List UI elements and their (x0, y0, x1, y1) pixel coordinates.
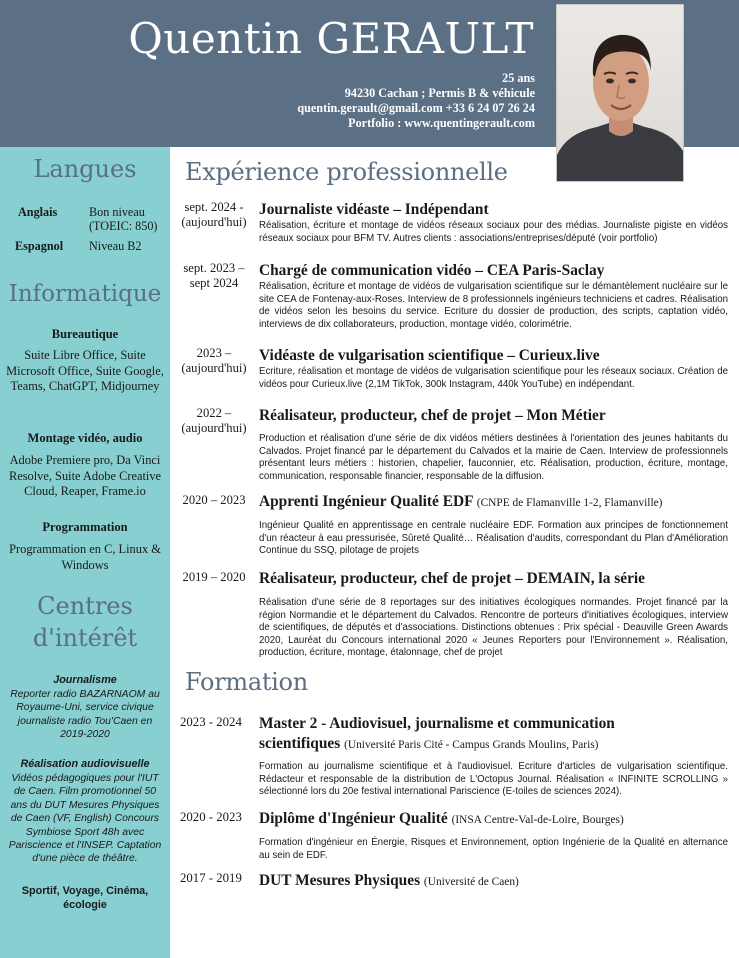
experience-date: sept. 2024 - (aujourd'hui) (181, 200, 247, 229)
language-name: Espagnol (15, 239, 64, 253)
education-degree-line2: scientifiques (259, 735, 341, 752)
journalism-title: Journalisme (53, 674, 117, 686)
portfolio-link[interactable]: Portfolio : www.quentingerault.com (348, 116, 535, 130)
experience-date: 2019 – 2020 (182, 570, 246, 584)
contact-block (297, 71, 535, 131)
audiovisual-title: Réalisation audiovisuelle (20, 758, 150, 770)
experience-desc: Ecriture, réalisation et montage de vidéos de vulgarisation scientifique pour les réseaux sociaux. Création de vidéos pour Curieux.live (2,1M TikTok, 300k Instagram, 440k YouTube) en indépendant. (259, 366, 728, 390)
experience-role: Journaliste vidéaste – Indépendant (259, 201, 489, 218)
video-title: Montage vidéo, audio (27, 431, 143, 445)
experience-desc: Réalisation, écriture et montage de vidéos réseaux sociaux pour des médias. Journaliste pigiste en vidéos réseaux sociaux pour BFM TV. Autres clients : associations/entreprises/député (voir portfolio) (259, 220, 728, 244)
experience-role: Réalisateur, producteur, chef de projet – DEMAIN, la série (259, 570, 646, 587)
education-title: Formation (185, 668, 308, 696)
experience-title: Expérience professionnelle (185, 158, 508, 186)
profile-photo (556, 4, 684, 182)
interests-title-2: d'intérêt (32, 624, 138, 652)
education-degree: Master 2 - Audiovisuel, journalisme et communication (259, 715, 615, 732)
hobbies: Sportif, Voyage, Cinéma, écologie (21, 885, 149, 911)
experience-role-title: Apprenti Ingénieur Qualité EDF (259, 493, 473, 510)
experience-desc: Production et réalisation d'une série de dix vidéos métiers destinées à l'orientation des jeunes habitants du Calvados. Projet financé par le département du Calvados et la mairie de Caen. Interview de professionnels présentant leurs métiers : historien, chapelier, fauconnier, etc. Réalisation, production, écriture, montage, communication, responsable financier, responsable de la diffusion. (259, 433, 728, 482)
experience-role: Réalisateur, producteur, chef de projet – Mon Métier (259, 407, 606, 424)
education-date: 2023 - 2024 (180, 715, 242, 729)
education-degree-cont (259, 735, 598, 753)
education-date: 2017 - 2019 (180, 871, 242, 885)
education-degree (259, 872, 519, 890)
education-desc: Formation d'ingénieur en Énergie, Risques et Environnement, option Ingénierie de la Qualité en alternance au sein de EDF. (259, 837, 728, 861)
video-text: Adobe Premiere pro, Da Vinci Resolve, Suite Adobe Creative Cloud, Reaper, Frame.io (8, 453, 162, 498)
audiovisual-text: Vidéos pédagogiques pour l'IUT de Caen. Film promotionnel 50 ans du DUT Mesures Physiques de Caen (VF, English) Concours Symbiose Sport 48h avec Pariscience et l'INSEP. Captation d'une pièce de théâtre. (8, 773, 162, 865)
experience-date: 2020 – 2023 (182, 493, 246, 507)
education-degree-title: Diplôme d'Ingénieur Qualité (259, 810, 448, 827)
languages-title: Langues (33, 155, 137, 183)
experience-role: Vidéaste de vulgarisation scientifique – Curieux.live (259, 347, 600, 364)
education-school: (INSA Centre-Val-de-Loire, Bourges) (451, 814, 624, 826)
education-school: (Université de Caen) (423, 876, 519, 888)
person-name: Quentin GERAULT (128, 14, 534, 63)
journalism-text: Reporter radio BAZARNAOM au Royaume-Uni, service civique journaliste radio Tou'Caen en 2019-2020 (10, 689, 160, 741)
education-degree-title: DUT Mesures Physiques (259, 872, 421, 889)
experience-desc: Réalisation, écriture et montage de vidéos de vulgarisation scientifique sur le démantèlement nucléaire sur le site CEA de Fontenay-aux-Roses. Interview de 8 professionnels ingénieurs techniciens et cadres. Réalisation de vidéos selon les besoins du service. Ecriture du dossier de production, des scripts, captation vidéo, interviews de dix collaborateurs, production, montage vidéo, colorimétrie. (259, 281, 728, 330)
it-title: Informatique (8, 281, 162, 307)
experience-date: 2022 – (aujourd'hui) (181, 406, 247, 435)
language-level: Niveau B2 (89, 239, 142, 253)
experience-org: (CNPE de Flamanville 1-2, Flamanville) (476, 497, 663, 509)
language-level: Bon niveau (TOEIC: 850) (89, 205, 158, 233)
experience-date: sept. 2023 – sept 2024 (183, 261, 245, 290)
experience-role (259, 493, 662, 511)
programming-text: Programmation en C, Linux & Windows (9, 542, 161, 572)
education-degree (259, 810, 624, 828)
experience-desc: Ingénieur Qualité en apprentissage en centrale nucléaire EDF. Formation aux principes de fonctionnement d'un réacteur à eau pressurisée, Sûreté Qualité… Réalisation d'audits, correspondant du Plan d'Amélioration Continue du SSQ, pilotage de projets (259, 520, 728, 557)
education-school: (Université Paris Cité - Campus Grands Moulins, Paris) (344, 739, 599, 751)
language-row (15, 239, 63, 253)
email-phone: quentin.gerault@gmail.com +33 6 24 07 26 24 (297, 101, 535, 115)
language-name: Anglais (18, 205, 58, 219)
experience-desc: Réalisation d'une série de 8 reportages sur des initiatives écologiques normandes. Projet financé par la région Normandie et le département du Calvados. Rencontre de porteurs d'initiatives écologiques, interview de scientifiques, de députés et d'associations. Distinctions obtenues : Prix spécial - Deauville Green Awards 2020, Lauréat du Concours international 2020 « Jeunes Reporters pour l'Environnement ». Réalisation, production, écriture, montage, étalonnage, chef de projet (259, 597, 728, 659)
sidebar (0, 147, 170, 958)
education-date: 2020 - 2023 (180, 810, 242, 824)
experience-role: Chargé de communication vidéo – CEA Paris-Saclay (259, 262, 605, 279)
interests-title-1: Centres (37, 592, 133, 620)
experience-date: 2023 – (aujourd'hui) (181, 346, 247, 375)
office-title: Bureautique (51, 327, 119, 341)
language-row (18, 205, 57, 219)
location: 94230 Cachan ; Permis B & véhicule (344, 86, 535, 100)
age: 25 ans (502, 71, 535, 85)
programming-title: Programmation (42, 520, 128, 534)
office-text: Suite Libre Office, Suite Microsoft Office, Suite Google, Teams, ChatGPT, Midjourney (6, 348, 164, 393)
education-desc: Formation au journalisme scientifique et à l'audiovisuel. Ecriture d'articles de vulgarisation scientifique. Rédacteur et responsable de la distribution de L'Octopus Journal. Réalisation « INFINITE SCROLLING » sélectionné lors du 20e festival international Pariscience (E-toiles de sciences 2024). (259, 761, 728, 798)
